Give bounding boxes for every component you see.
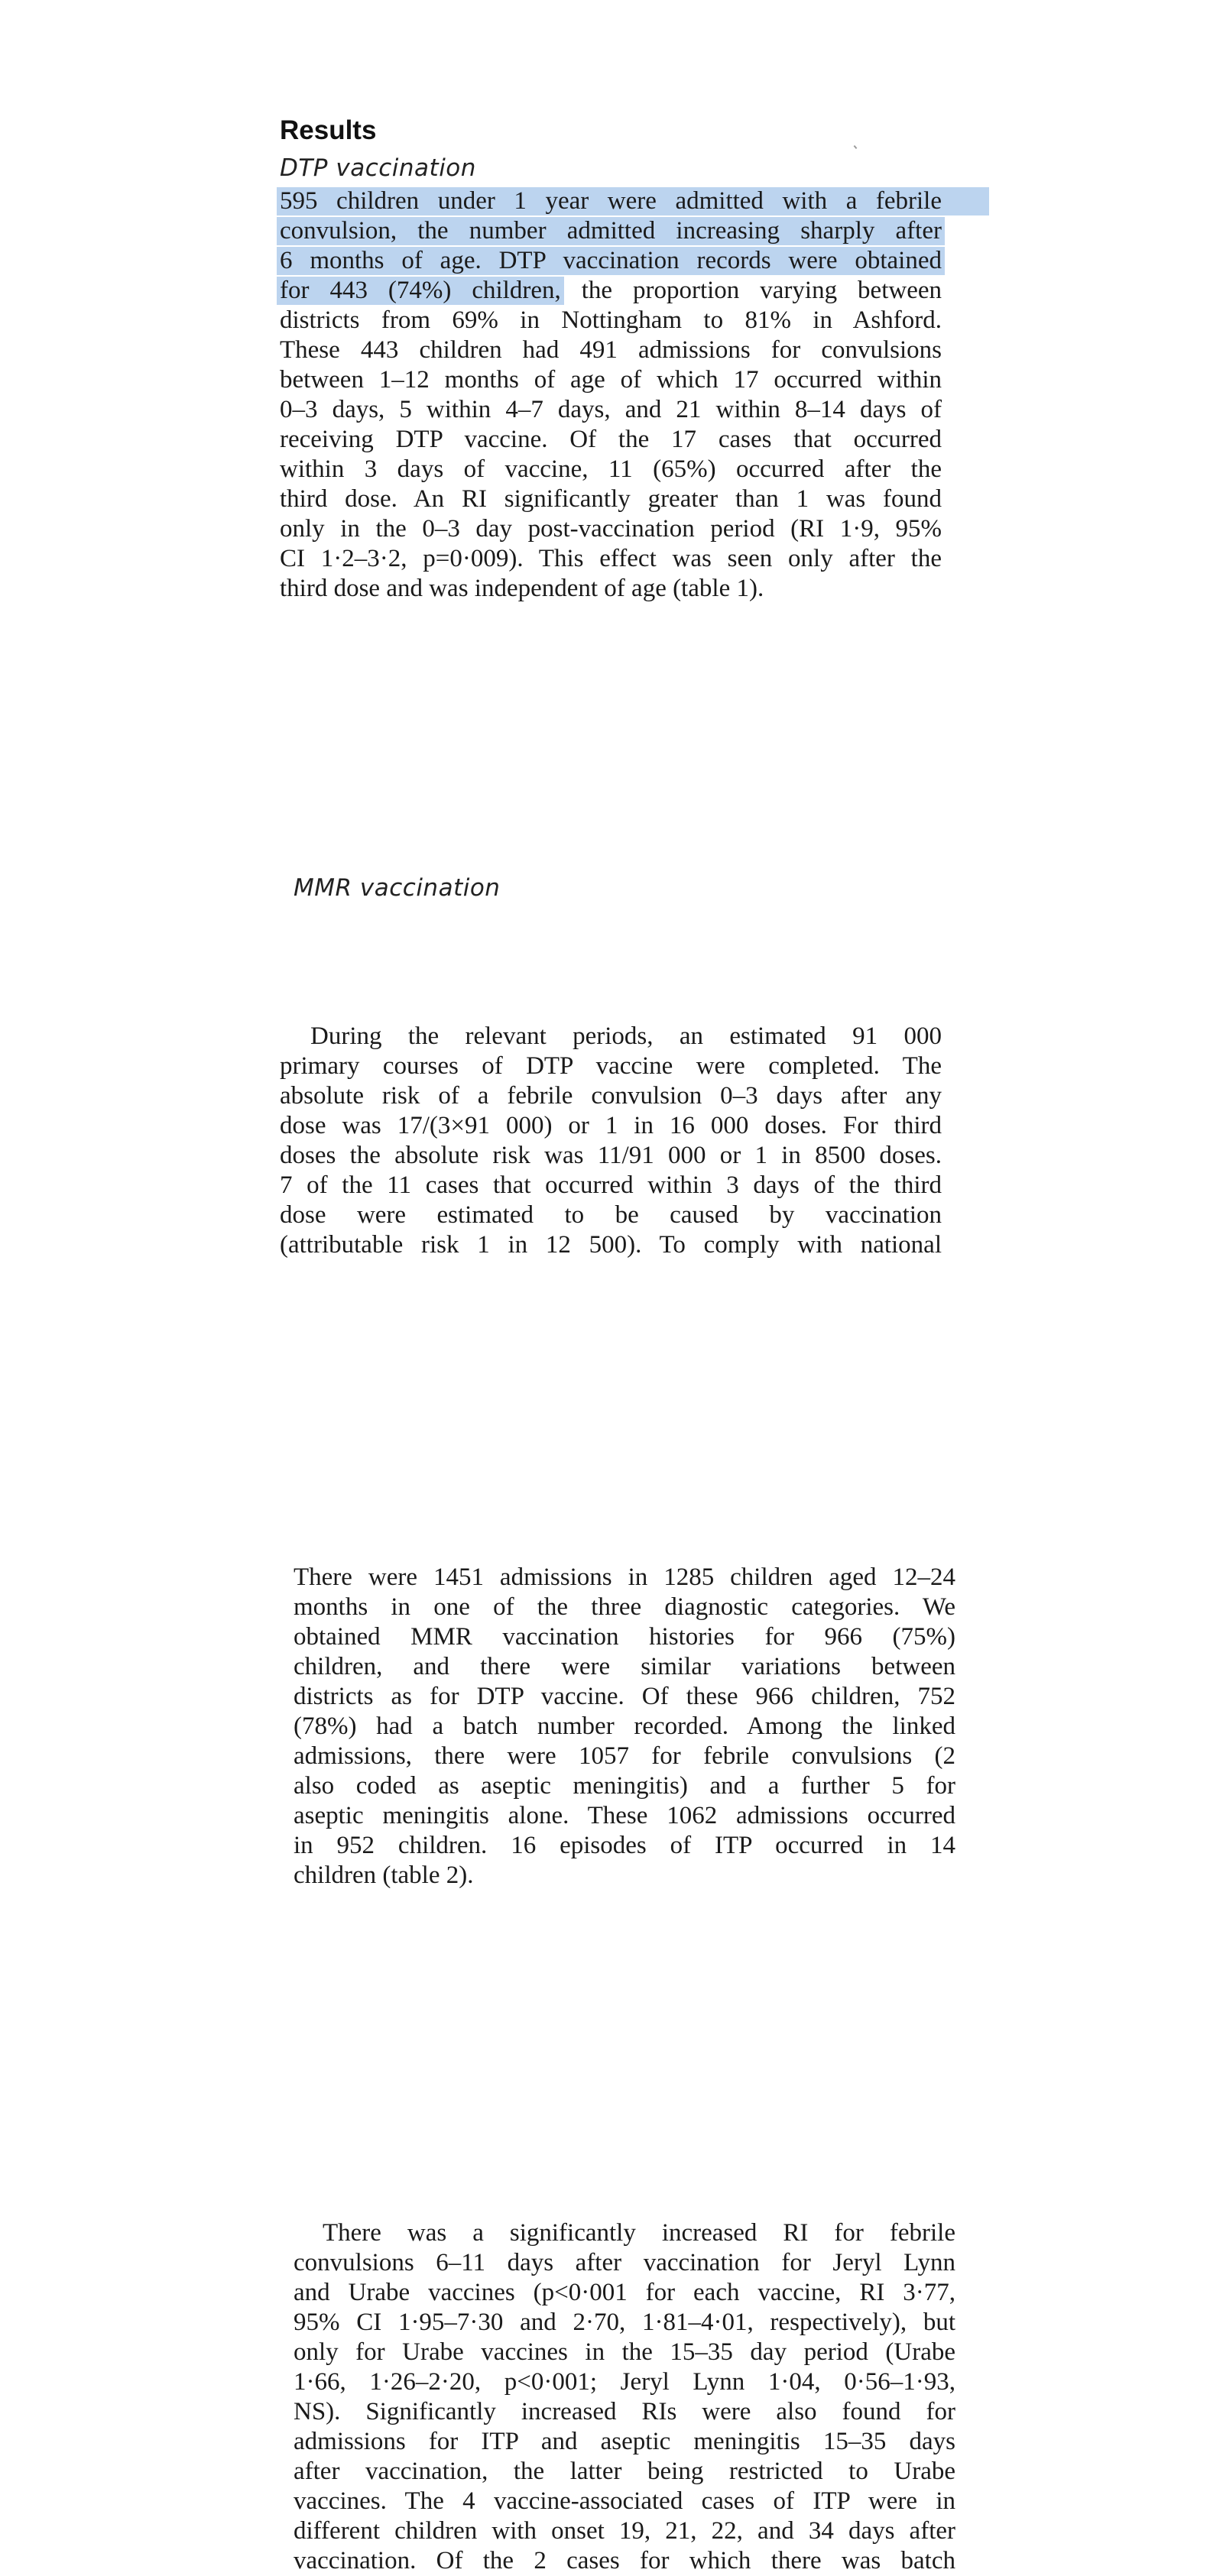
text-line[interactable]: convulsion, the number admitted increasing sharply after — [280, 217, 942, 245]
text-line[interactable]: 95% CI 1·95–7·30 and 2·70, 1·81–4·01, respectively), but — [294, 2309, 955, 2336]
text-line[interactable]: NS). Significantly increased RIs were also found for — [294, 2398, 955, 2425]
text-line[interactable]: 595 children under 1 year were admitted with a febrile — [280, 187, 942, 215]
text-line[interactable]: different children with onset 19, 21, 22, and 34 days after — [294, 2517, 955, 2545]
text-line[interactable]: 1·66, 1·26–2·20, p<0·001; Jeryl Lynn 1·04, 0·56–1·93, — [294, 2368, 955, 2396]
text-line[interactable]: 7 of the 11 cases that occurred within 3 days of the third — [280, 1171, 942, 1199]
text-line[interactable]: convulsions 6–11 days after vaccination for Jeryl Lynn — [294, 2249, 955, 2276]
text-line[interactable]: 0–3 days, 5 within 4–7 days, and 21 within 8–14 days of — [280, 396, 942, 423]
text-line[interactable]: in 952 children. 16 episodes of ITP occurred in 14 — [294, 1832, 955, 1859]
text-line[interactable]: dose was 17/(3×91 000) or 1 in 16 000 doses. For third — [280, 1112, 942, 1139]
mmr-paragraph-1[interactable] — [294, 1563, 955, 1891]
text-line[interactable]: within 3 days of vaccine, 11 (65%) occurred after the — [280, 455, 942, 483]
stray-mark — [854, 145, 858, 149]
text-line[interactable]: absolute risk of a febrile convulsion 0–3 days after any — [280, 1082, 942, 1110]
text-line[interactable]: 6 months of age. DTP vaccination records were obtained — [280, 247, 942, 274]
text-line[interactable]: months in one of the three diagnostic categories. We — [294, 1593, 955, 1621]
text-line[interactable]: only for Urabe vaccines in the 15–35 day period (Urabe — [294, 2338, 955, 2366]
text-line[interactable]: admissions, there were 1057 for febrile convulsions (2 — [294, 1742, 955, 1770]
text-line[interactable]: CI 1·2–3·2, p=0·009). This effect was seen only after the — [280, 545, 942, 572]
text-line[interactable]: There were 1451 admissions in 1285 children aged 12–24 — [294, 1563, 955, 1591]
text-line[interactable]: children (table 2). — [294, 1862, 474, 1889]
text-line[interactable]: children, and there were similar variations between — [294, 1653, 955, 1680]
text-line[interactable]: receiving DTP vaccine. Of the 17 cases that occurred — [280, 426, 942, 453]
text-line[interactable]: There was a significantly increased RI for febrile — [323, 2219, 955, 2247]
text-line[interactable]: These 443 children had 491 admissions for convulsions — [280, 336, 942, 364]
text-line[interactable]: districts as for DTP vaccine. Of these 966 children, 752 — [294, 1683, 955, 1710]
text-line[interactable]: for 443 (74%) children, the proportion varying between — [280, 277, 942, 304]
text-line[interactable]: third dose. An RI significantly greater than 1 was found — [280, 485, 942, 513]
text-line[interactable]: and Urabe vaccines (p<0·001 for each vaccine, RI 3·77, — [294, 2279, 955, 2306]
text-line[interactable]: doses the absolute risk was 11/91 000 or 1 in 8500 doses. — [280, 1142, 942, 1169]
text-line[interactable]: dose were estimated to be caused by vaccination — [280, 1201, 942, 1229]
section-heading-results: Results — [280, 115, 377, 145]
subheading-dtp-vaccination: DTP vaccination — [280, 154, 476, 182]
text-line[interactable]: During the relevant periods, an estimated 91 000 — [310, 1022, 942, 1050]
text-line[interactable]: (78%) had a batch number recorded. Among the linked — [294, 1712, 955, 1740]
text-line[interactable]: aseptic meningitis alone. These 1062 admissions occurred — [294, 1802, 955, 1829]
text-line[interactable]: third dose and was independent of age (table 1). — [280, 575, 764, 602]
text-line[interactable]: (attributable risk 1 in 12 500). To comply with national — [280, 1231, 942, 1259]
text-line[interactable]: also coded as aseptic meningitis) and a further 5 for — [294, 1772, 955, 1800]
text-line[interactable]: after vaccination, the latter being restricted to Urabe — [294, 2458, 955, 2485]
subheading-mmr-vaccination: MMR vaccination — [294, 874, 501, 902]
mmr-paragraph-2[interactable] — [294, 2218, 955, 2576]
text-line[interactable]: primary courses of DTP vaccine were completed. The — [280, 1052, 942, 1080]
text-line[interactable]: districts from 69% in Nottingham to 81% in Ashford. — [280, 306, 942, 334]
dtp-paragraph-2[interactable] — [280, 1022, 942, 1260]
dtp-paragraph-1[interactable] — [280, 186, 942, 604]
text-line[interactable]: vaccines. The 4 vaccine-associated cases of ITP were in — [294, 2487, 955, 2515]
text-line[interactable]: admissions for ITP and aseptic meningitis 15–35 days — [294, 2428, 955, 2455]
text-line[interactable]: only in the 0–3 day post-vaccination period (RI 1·9, 95% — [280, 515, 942, 543]
text-line[interactable]: obtained MMR vaccination histories for 966 (75%) — [294, 1623, 955, 1651]
text-line[interactable]: vaccination. Of the 2 cases for which there was batch — [294, 2547, 955, 2574]
text-line[interactable]: between 1–12 months of age of which 17 occurred within — [280, 366, 942, 394]
